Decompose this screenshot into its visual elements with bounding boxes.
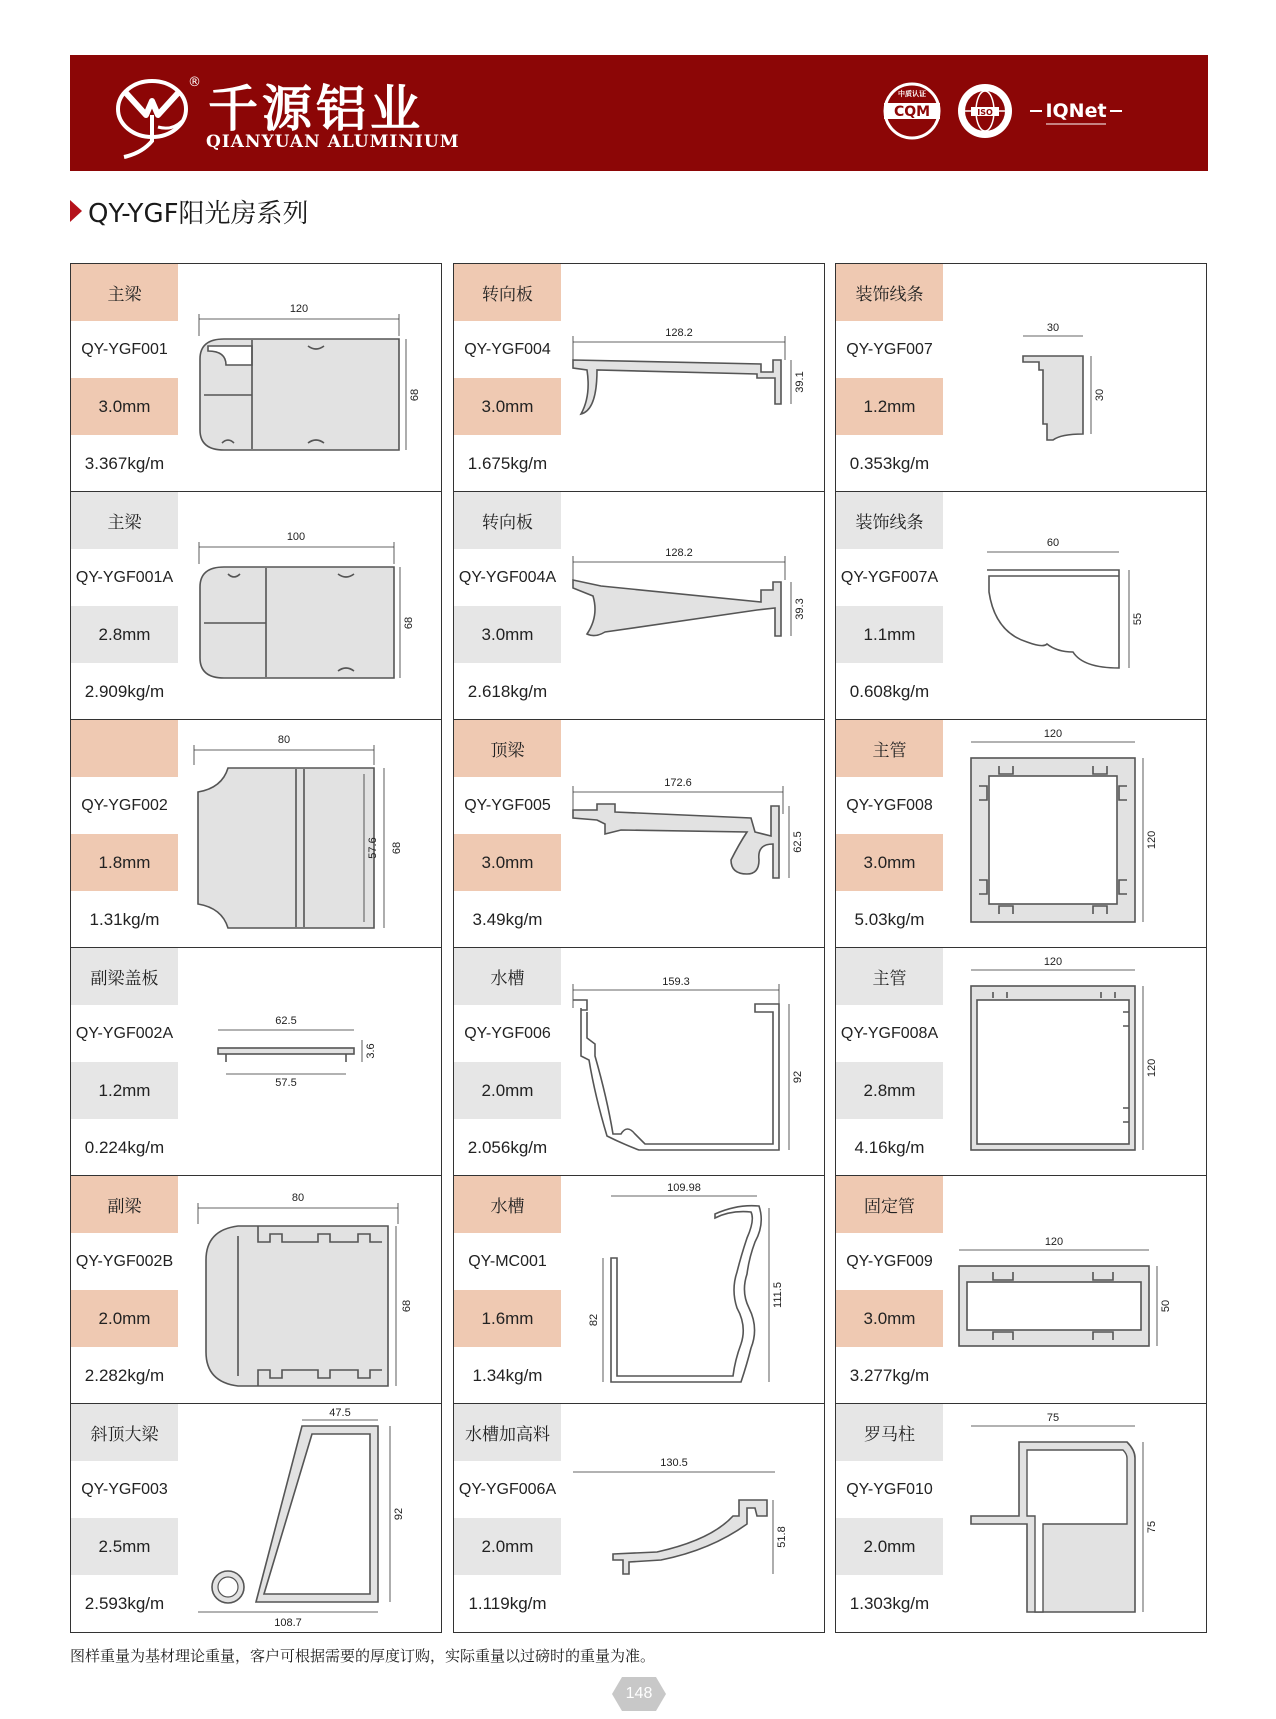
profile-drawing xyxy=(943,1404,1206,1632)
profile-name: 顶梁 xyxy=(454,720,561,777)
spec-table xyxy=(454,264,561,492)
svg-text:80: 80 xyxy=(277,734,291,746)
unit-weight: 3.49kg/m xyxy=(472,909,543,929)
svg-text:75: 75 xyxy=(1046,1412,1060,1424)
footer-note: 图样重量为基材理论重量，客户可根据需要的厚度订购，实际重量以过磅时的重量为准。 xyxy=(70,1647,656,1665)
profile-code: QY-YGF006 xyxy=(464,1024,551,1042)
svg-text:172.6: 172.6 xyxy=(664,777,692,789)
product-cell xyxy=(835,1175,1207,1405)
profile-code: QY-YGF007 xyxy=(846,340,933,358)
profile-code: QY-YGF008 xyxy=(846,796,933,814)
profile-code: QY-YGF002A xyxy=(75,1024,174,1042)
svg-text:47.5: 47.5 xyxy=(329,1407,351,1419)
svg-text:30: 30 xyxy=(1046,322,1060,334)
product-column-2 xyxy=(453,263,825,1635)
profile-drawing xyxy=(943,264,1206,492)
svg-text:75: 75 xyxy=(1146,1520,1158,1534)
wall-thickness: 1.6mm xyxy=(454,1290,561,1347)
product-cell xyxy=(70,263,442,493)
profile-drawing xyxy=(561,1176,824,1404)
spec-table xyxy=(454,492,561,720)
wall-thickness: 3.0mm xyxy=(71,378,178,435)
svg-text:159.3: 159.3 xyxy=(662,976,690,988)
product-cell xyxy=(70,947,442,1177)
svg-text:128.2: 128.2 xyxy=(665,547,693,559)
svg-text:120: 120 xyxy=(289,303,309,315)
page-number xyxy=(612,1677,666,1711)
wall-thickness: 2.0mm xyxy=(454,1518,561,1575)
profile-drawing xyxy=(943,948,1206,1176)
profile-name: 水槽 xyxy=(454,948,561,1005)
svg-text:3.6: 3.6 xyxy=(365,1043,377,1059)
profile-name: 水槽加高料 xyxy=(454,1404,561,1461)
profile-drawing xyxy=(178,1404,441,1632)
profile-name: 固定管 xyxy=(836,1176,943,1233)
svg-text:109.98: 109.98 xyxy=(667,1182,701,1194)
profile-name: 斜顶大梁 xyxy=(71,1404,178,1461)
svg-text:68: 68 xyxy=(403,616,415,630)
unit-weight: 4.16kg/m xyxy=(854,1137,925,1157)
profile-name xyxy=(71,720,178,777)
spec-table xyxy=(71,492,178,720)
svg-text:108.7: 108.7 xyxy=(274,1617,302,1629)
spec-table xyxy=(454,948,561,1176)
product-column-1 xyxy=(70,263,442,1635)
profile-name: 罗马柱 xyxy=(836,1404,943,1461)
svg-text:55: 55 xyxy=(1132,612,1144,626)
svg-text:62.5: 62.5 xyxy=(275,1015,297,1027)
spec-table xyxy=(454,1176,561,1404)
spec-table xyxy=(454,720,561,948)
spec-table xyxy=(71,948,178,1176)
wall-thickness: 2.0mm xyxy=(454,1062,561,1119)
svg-text:中质认证: 中质认证 xyxy=(898,90,926,98)
product-cell xyxy=(835,1403,1207,1633)
product-cell xyxy=(453,719,825,949)
unit-weight: 3.277kg/m xyxy=(849,1365,930,1385)
profile-name: 转向板 xyxy=(454,264,561,321)
profile-code: QY-YGF010 xyxy=(846,1480,933,1498)
svg-text:IQNet: IQNet xyxy=(1045,100,1107,122)
unit-weight: 1.34kg/m xyxy=(472,1365,543,1385)
product-cell xyxy=(835,263,1207,493)
profile-name: 主管 xyxy=(836,948,943,1005)
profile-code: QY-YGF003 xyxy=(81,1480,168,1498)
product-cell xyxy=(453,263,825,493)
svg-text:130.5: 130.5 xyxy=(660,1457,688,1469)
profile-name: 主梁 xyxy=(71,492,178,549)
spec-table xyxy=(836,264,943,492)
svg-text:30: 30 xyxy=(1094,388,1106,402)
product-cell xyxy=(70,719,442,949)
wall-thickness: 1.2mm xyxy=(71,1062,178,1119)
product-cell xyxy=(835,719,1207,949)
unit-weight: 2.056kg/m xyxy=(467,1137,548,1157)
profile-drawing xyxy=(943,1176,1206,1404)
wall-thickness: 3.0mm xyxy=(836,1290,943,1347)
svg-text:120: 120 xyxy=(1146,1058,1158,1078)
product-cell xyxy=(453,491,825,721)
unit-weight: 1.31kg/m xyxy=(89,909,160,929)
header-banner xyxy=(70,55,1208,171)
profile-code: QY-YGF002 xyxy=(81,796,168,814)
svg-text:57.6: 57.6 xyxy=(367,837,379,859)
svg-text:39.1: 39.1 xyxy=(794,371,806,393)
unit-weight: 2.593kg/m xyxy=(84,1593,165,1613)
unit-weight: 1.303kg/m xyxy=(849,1593,930,1613)
profile-drawing xyxy=(178,720,441,948)
svg-text:60: 60 xyxy=(1046,537,1060,549)
svg-text:80: 80 xyxy=(291,1192,305,1204)
profile-drawing xyxy=(561,492,824,720)
svg-text:120: 120 xyxy=(1043,956,1063,968)
profile-name: 副梁 xyxy=(71,1176,178,1233)
svg-text:82: 82 xyxy=(588,1313,600,1327)
spec-table xyxy=(454,1404,561,1632)
svg-text:68: 68 xyxy=(401,1299,413,1313)
spec-table xyxy=(836,1404,943,1632)
spec-table xyxy=(836,948,943,1176)
section-marker-icon xyxy=(70,200,82,222)
profile-drawing xyxy=(943,720,1206,948)
product-column-3 xyxy=(835,263,1207,1635)
svg-text:100: 100 xyxy=(286,531,306,543)
unit-weight: 2.909kg/m xyxy=(84,681,165,701)
profile-name: 副梁盖板 xyxy=(71,948,178,1005)
unit-weight: 0.608kg/m xyxy=(849,681,930,701)
unit-weight: 5.03kg/m xyxy=(854,909,925,929)
product-cell xyxy=(453,947,825,1177)
spec-table xyxy=(71,264,178,492)
profile-drawing xyxy=(561,948,824,1176)
profile-name: 主梁 xyxy=(71,264,178,321)
svg-text:57.5: 57.5 xyxy=(275,1077,297,1089)
cqm-certification-icon xyxy=(880,81,944,141)
wall-thickness: 1.1mm xyxy=(836,606,943,663)
profile-code: QY-YGF001 xyxy=(81,340,168,358)
profile-drawing xyxy=(561,264,824,492)
spec-table xyxy=(71,1404,178,1632)
product-cell xyxy=(70,1175,442,1405)
profile-code: QY-YGF004 xyxy=(464,340,551,358)
spec-table xyxy=(71,1176,178,1404)
wall-thickness: 2.8mm xyxy=(71,606,178,663)
svg-text:68: 68 xyxy=(391,841,403,855)
profile-name: 水槽 xyxy=(454,1176,561,1233)
profile-drawing xyxy=(561,720,824,948)
wall-thickness: 2.8mm xyxy=(836,1062,943,1119)
brand-name-en: QIANYUAN ALUMINIUM xyxy=(206,132,460,152)
brand-name-cn: 千源铝业 xyxy=(208,80,424,138)
profile-code: QY-YGF008A xyxy=(840,1024,939,1042)
profile-code: QY-MC001 xyxy=(468,1252,547,1270)
section-title: QY-YGF阳光房系列 xyxy=(88,199,309,229)
svg-text:39.3: 39.3 xyxy=(794,598,806,620)
wall-thickness: 1.2mm xyxy=(836,378,943,435)
profile-drawing xyxy=(178,264,441,492)
unit-weight: 0.224kg/m xyxy=(84,1137,165,1157)
profile-drawing xyxy=(178,492,441,720)
svg-text:ISO: ISO xyxy=(977,108,993,117)
profile-drawing xyxy=(943,492,1206,720)
product-cell xyxy=(453,1175,825,1405)
spec-table xyxy=(836,1176,943,1404)
unit-weight: 2.282kg/m xyxy=(84,1365,165,1385)
product-cell xyxy=(835,947,1207,1177)
profile-code: QY-YGF006A xyxy=(458,1480,557,1498)
svg-text:120: 120 xyxy=(1044,1236,1064,1248)
qianyuan-logo-icon xyxy=(112,71,198,161)
spec-table xyxy=(71,720,178,948)
svg-text:120: 120 xyxy=(1146,830,1158,850)
product-cell xyxy=(70,1403,442,1633)
svg-text:92: 92 xyxy=(792,1070,804,1084)
svg-text:120: 120 xyxy=(1043,728,1063,740)
unit-weight: 1.675kg/m xyxy=(467,453,548,473)
iqnet-certification-icon xyxy=(1028,81,1124,141)
svg-text:51.8: 51.8 xyxy=(776,1526,788,1548)
profile-name: 主管 xyxy=(836,720,943,777)
wall-thickness: 3.0mm xyxy=(836,834,943,891)
profile-name: 转向板 xyxy=(454,492,561,549)
product-cell xyxy=(453,1403,825,1633)
wall-thickness: 3.0mm xyxy=(454,378,561,435)
unit-weight: 3.367kg/m xyxy=(84,453,165,473)
profile-name: 装饰线条 xyxy=(836,264,943,321)
profile-drawing xyxy=(178,948,441,1176)
unit-weight: 2.618kg/m xyxy=(467,681,548,701)
spec-table xyxy=(836,720,943,948)
wall-thickness: 3.0mm xyxy=(454,834,561,891)
svg-text:111.5: 111.5 xyxy=(772,1282,784,1308)
svg-text:50: 50 xyxy=(1160,1299,1172,1313)
profile-code: QY-YGF005 xyxy=(464,796,551,814)
spec-table xyxy=(836,492,943,720)
product-cell xyxy=(70,491,442,721)
profile-drawing xyxy=(178,1176,441,1404)
wall-thickness: 2.0mm xyxy=(836,1518,943,1575)
profile-code: QY-YGF001A xyxy=(75,568,174,586)
wall-thickness: 3.0mm xyxy=(454,606,561,663)
svg-text:68: 68 xyxy=(409,388,421,402)
svg-text:92: 92 xyxy=(393,1507,405,1521)
wall-thickness: 2.5mm xyxy=(71,1518,178,1575)
page-number-text: 148 xyxy=(625,1685,653,1702)
wall-thickness: 1.8mm xyxy=(71,834,178,891)
profile-code: QY-YGF002B xyxy=(75,1252,174,1270)
profile-name: 装饰线条 xyxy=(836,492,943,549)
iso-certification-icon xyxy=(955,81,1015,141)
svg-text:62.5: 62.5 xyxy=(792,831,804,853)
unit-weight: 0.353kg/m xyxy=(849,453,930,473)
profile-code: QY-YGF009 xyxy=(846,1252,933,1270)
registered-mark: ® xyxy=(188,75,201,90)
product-cell xyxy=(835,491,1207,721)
profile-drawing xyxy=(561,1404,824,1632)
svg-text:CQM: CQM xyxy=(893,104,931,120)
profile-code: QY-YGF007A xyxy=(840,568,939,586)
wall-thickness: 2.0mm xyxy=(71,1290,178,1347)
profile-code: QY-YGF004A xyxy=(458,568,557,586)
unit-weight: 1.119kg/m xyxy=(468,1593,547,1613)
svg-text:128.2: 128.2 xyxy=(665,327,693,339)
